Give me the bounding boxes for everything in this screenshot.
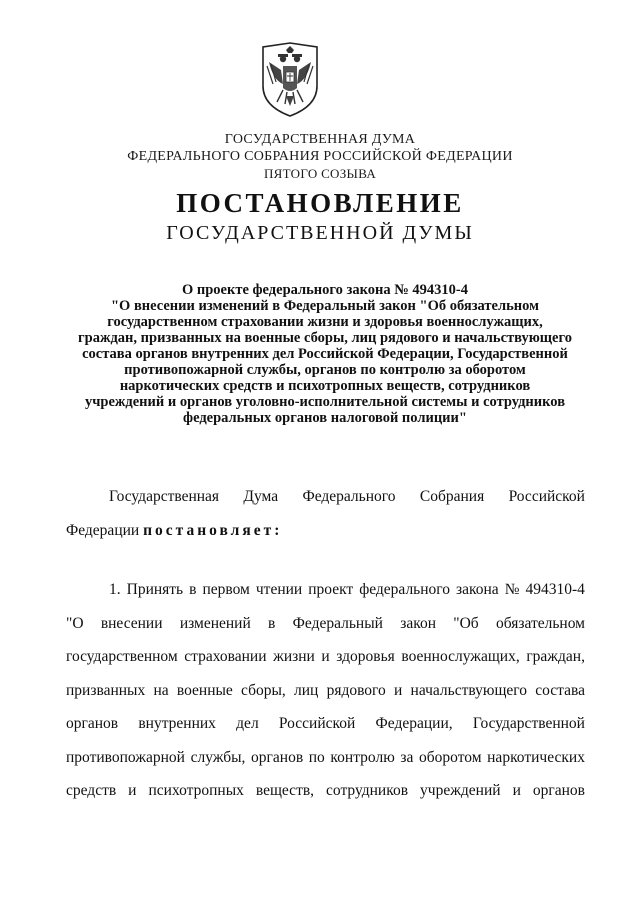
word: лиц	[294, 681, 319, 699]
document-subtitle: ГОСУДАРСТВЕННОЙ ДУМЫ	[166, 222, 474, 244]
subject-line: учреждений и органов уголовно-исполнительной системы и сотрудников	[84, 394, 566, 410]
item-1-line	[66, 774, 585, 808]
preamble-paragraph	[66, 480, 585, 547]
word: №	[504, 581, 520, 598]
header-line-3: ПЯТОГО СОЗЫВА	[263, 166, 377, 181]
item-1-line	[66, 640, 585, 674]
word: страховании	[184, 648, 267, 665]
word: Государственной	[472, 715, 585, 732]
word: Федерального	[302, 488, 396, 505]
word: службы,	[190, 748, 246, 766]
word: Федеральный	[292, 614, 383, 632]
word: "Об	[453, 614, 479, 632]
word: Российской	[508, 488, 585, 505]
header-line-2: ФЕДЕРАЛЬНОГО СОБРАНИЯ РОССИЙСКОЙ ФЕДЕРАЦИИ	[127, 149, 513, 164]
word: Собрания	[419, 488, 485, 505]
word: наркотических	[487, 748, 585, 766]
item-1-line	[66, 573, 585, 607]
word: 494310-4	[525, 581, 585, 598]
word: начальствующего	[410, 681, 528, 699]
word: органов	[251, 748, 304, 766]
subject-line: граждан, призванных на военные сборы, лиц рядового и начальствующего	[78, 330, 572, 346]
word: военнослужащих,	[401, 648, 520, 665]
word: оборотом	[419, 748, 482, 766]
word: граждан,	[526, 648, 585, 665]
word: в	[189, 581, 197, 598]
word: по	[308, 748, 325, 766]
item-1-line	[66, 707, 585, 741]
word: и	[321, 648, 330, 665]
word: государственном	[66, 648, 178, 665]
word: чтении	[255, 581, 303, 598]
word: и	[512, 782, 521, 799]
word: "О	[66, 614, 84, 632]
word: жизни	[273, 648, 315, 665]
preamble-word: Федерации	[66, 521, 140, 539]
state-emblem-icon	[259, 40, 321, 118]
word: сборы,	[241, 681, 286, 699]
word: закона	[456, 581, 499, 598]
document-subject	[60, 282, 590, 426]
word: веществ,	[255, 782, 315, 799]
subject-line: "О внесении изменений в Федеральный закон "Об обязательном	[110, 298, 539, 314]
word: состава	[535, 681, 585, 699]
document-title: ПОСТАНОВЛЕНИЕ	[176, 188, 464, 218]
word: органов	[66, 715, 119, 732]
subject-line: наркотических средств и психотропных веществ, сотрудников	[119, 378, 531, 394]
word: внесении	[100, 614, 163, 632]
subject-line: противопожарной службы, органов по контролю за оборотом	[124, 362, 526, 378]
item-1-line	[66, 607, 585, 641]
header-line-1: ГОСУДАРСТВЕННАЯ ДУМА	[224, 132, 416, 147]
word: федерального	[359, 581, 451, 598]
word: проект	[308, 581, 354, 598]
word: на	[153, 681, 169, 699]
word: за	[400, 748, 414, 766]
subject-line: государственном страховании жизни и здоровья военнослужащих,	[107, 314, 543, 330]
word: Государственная	[109, 488, 220, 505]
word: 1.	[109, 581, 121, 598]
word: контролю	[330, 748, 395, 766]
word: обязательном	[495, 614, 585, 632]
item-1-paragraph	[66, 573, 585, 808]
word: первом	[202, 581, 250, 598]
word: средств	[66, 782, 117, 799]
word: здоровья	[336, 648, 395, 665]
subject-line: федеральных органов налоговой полиции"	[183, 410, 467, 426]
word: и	[394, 681, 403, 699]
word: Российской	[278, 715, 356, 732]
word: психотропных	[148, 782, 244, 799]
word: внутренних	[138, 715, 216, 732]
item-1-line	[66, 741, 585, 775]
word: Федерации,	[375, 715, 453, 732]
word: сотрудников	[326, 782, 409, 799]
word: органов	[532, 782, 585, 799]
word: и	[128, 782, 137, 799]
word: Принять	[126, 581, 184, 598]
item-1-line	[66, 674, 585, 708]
subject-line: состава органов внутренних дел Российской Федерации, Государственной	[82, 346, 568, 362]
word: рядового	[326, 681, 386, 699]
word: дел	[236, 715, 259, 732]
word: закон	[400, 614, 436, 632]
word: призванных	[66, 681, 146, 699]
subject-line: О проекте федерального закона № 494310-4	[181, 282, 469, 298]
preamble-verb: постановляет:	[143, 521, 283, 539]
word: Дума	[243, 488, 279, 505]
preamble-line	[66, 480, 585, 514]
word: в	[268, 614, 276, 632]
word: изменений	[179, 614, 251, 632]
word: учреждений	[420, 782, 501, 799]
word: противопожарной	[66, 748, 185, 766]
preamble-line	[66, 514, 585, 548]
word: военные	[176, 681, 233, 699]
